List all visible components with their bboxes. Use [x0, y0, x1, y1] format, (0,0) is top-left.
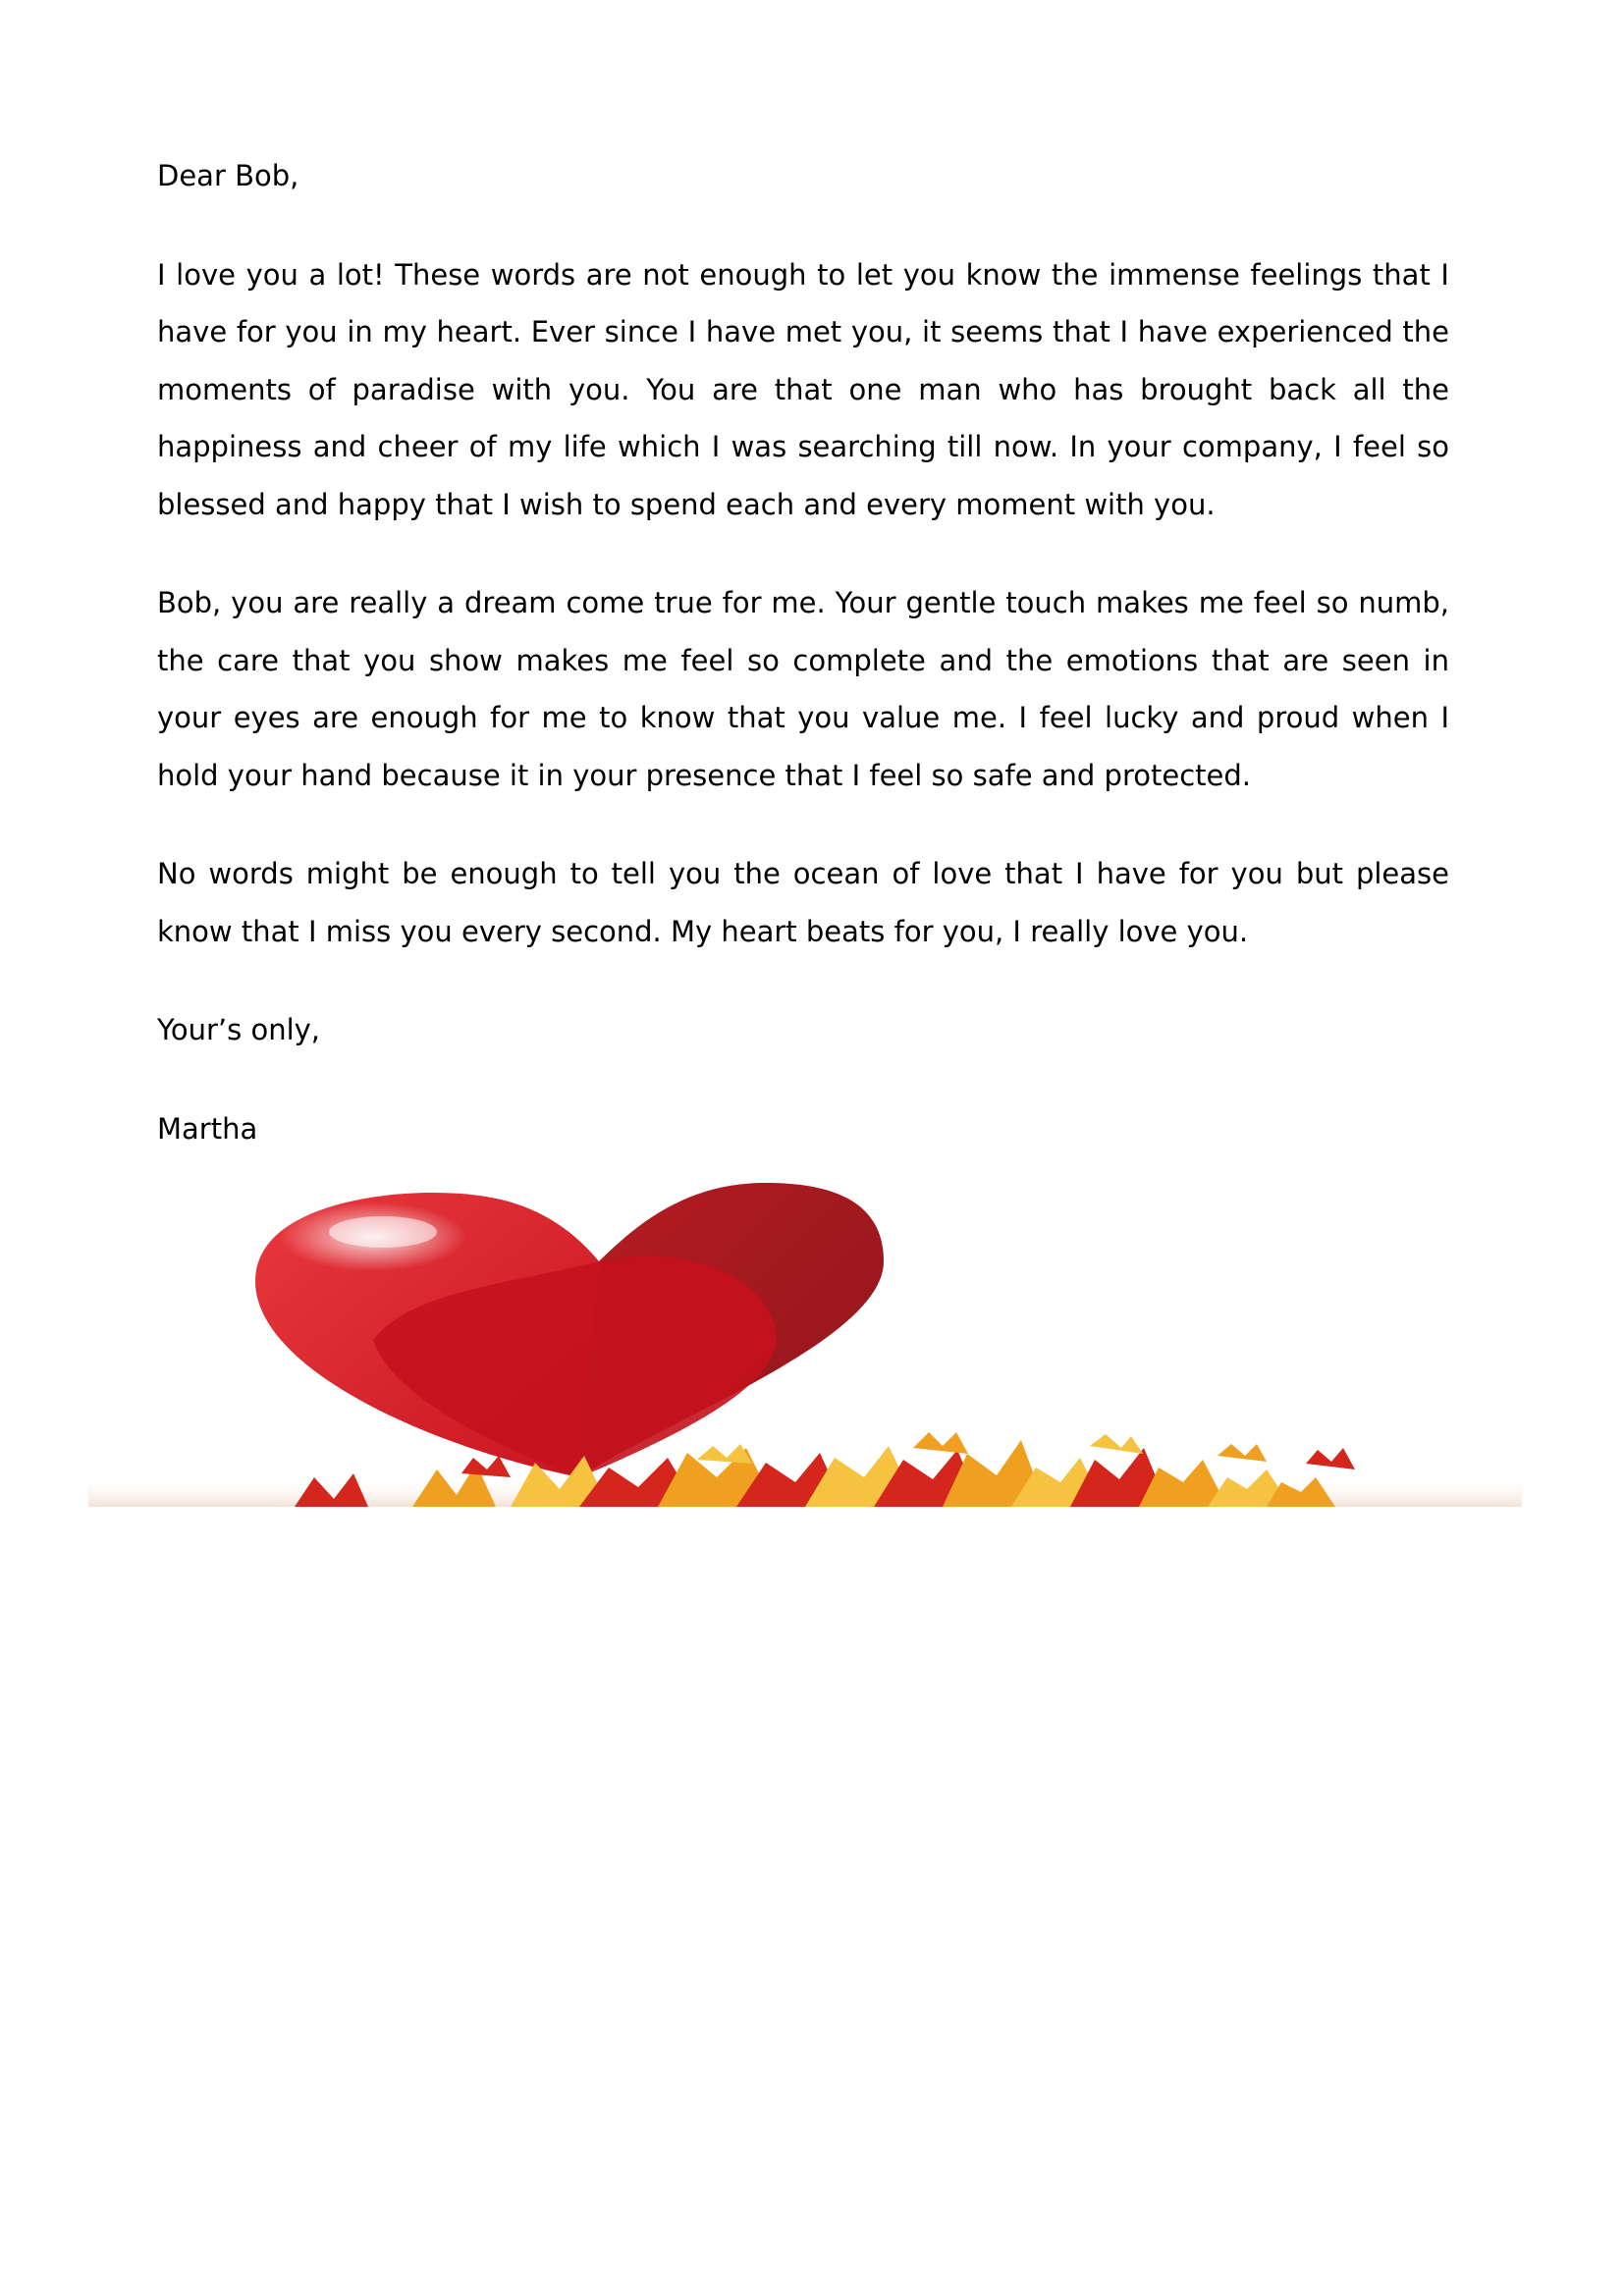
paragraph-1: I love you a lot! These words are not enough to let you know the immense feelings that I have for you in my heart. Ever since I have met you, it seems that I have experienced the moments of paradise with you. You are that one man who has brought back all the happiness and cheer of my life which I was searching till now. In your company, I feel so blessed and happy that I wish to spend each and every moment with you.: [157, 257, 1449, 521]
autumn-leaves-icon: [295, 1432, 1355, 1507]
paragraph-3: No words might be enough to tell you the ocean of love that I have for you but please know that I miss you every second. My heart beats for you, I really love you.: [157, 857, 1449, 948]
heart-with-autumn-leaves-icon: [88, 1183, 1522, 1507]
closing: Your’s only,: [157, 1013, 321, 1046]
salutation: Dear Bob,: [157, 159, 299, 192]
signature: Martha: [157, 1111, 258, 1146]
letter-body: [157, 147, 1449, 1199]
paragraph-2: Bob, you are really a dream come true for me. Your gentle touch makes me feel so numb, the care that you show makes me feel so complete and the emotions that are seen in your eyes are enough for me to know that you value me. I feel lucky and proud when I hold your hand because it in your presence that I feel so safe and protected.: [157, 586, 1449, 792]
heart-illustration: [88, 1183, 1522, 1507]
